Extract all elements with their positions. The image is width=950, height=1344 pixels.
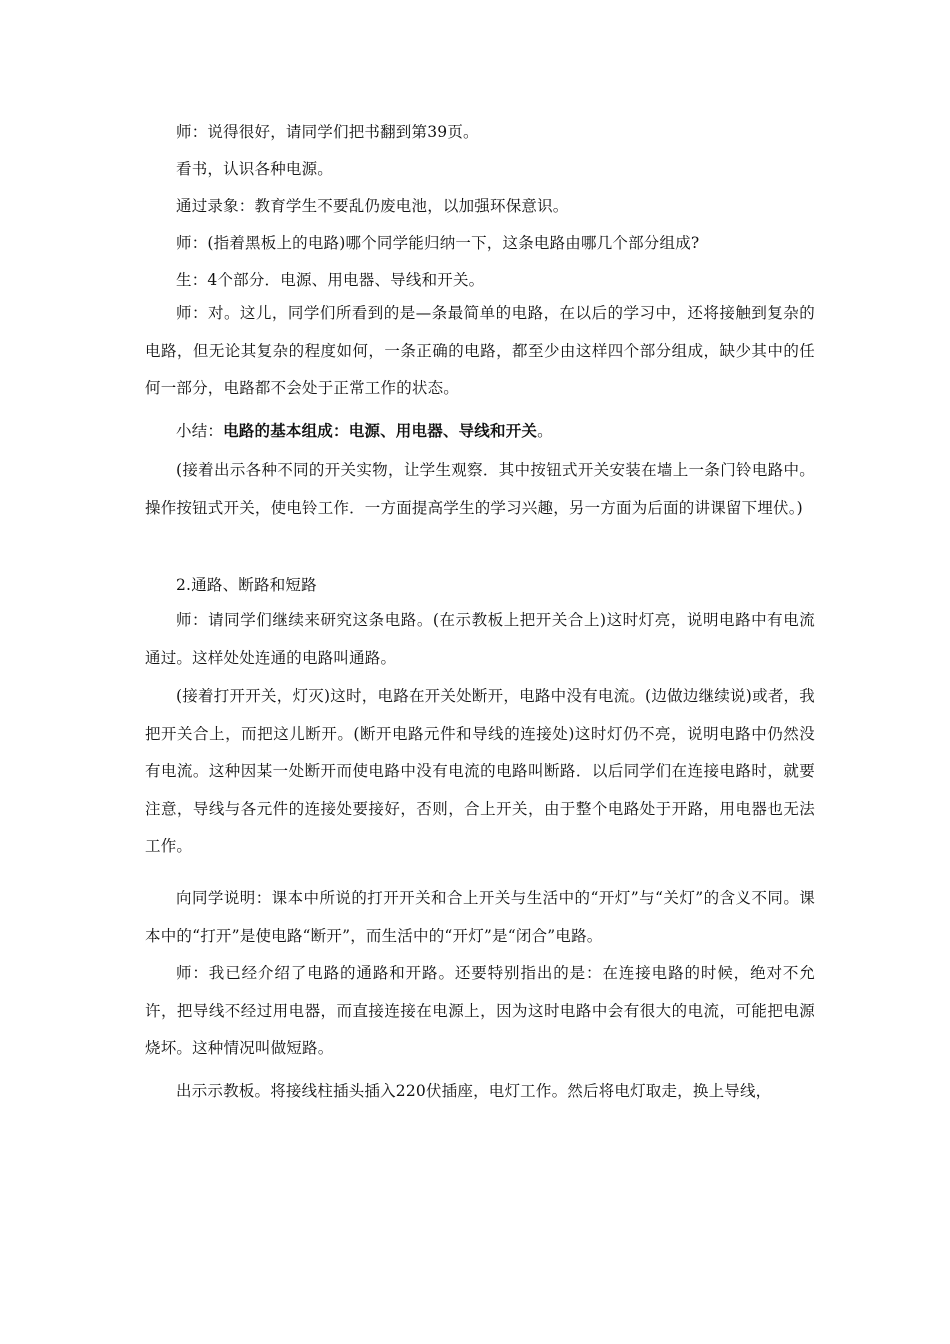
paragraph-summary [145, 412, 815, 451]
paragraph-3: 通过录象：教育学生不要乱仍废电池，以加强环保意识。 [176, 197, 569, 215]
section-heading: 2.通路、断路和短路 [176, 576, 317, 594]
paragraph-10: 师：请同学们继续来研究这条电路。(在示教板上把开关合上)这时灯亮，说明电路中有电流通过。这样处处连通的电路叫通路。 [145, 611, 815, 667]
paragraph-12: 向同学说明：课本中所说的打开开关和合上开关与生活中的“开灯”与“关灯”的含义不同。课本中的“打开”是使电路“断开”，而生活中的“开灯”是“闭合”电路。 [145, 889, 815, 945]
paragraph-11: (接着打开开关，灯灭)这时，电路在开关处断开，电路中没有电流。(边做边继续说)或者，我把开关合上，而把这儿断开。(断开电路元件和导线的连接处)这时灯仍不亮，说明电路中仍然没有电流。这种因某一处断开而使电路中没有电流的电路叫断路．以后同学们在连接电路时，就要注意，导线与各元件的连接处要接好，否则，合上开关，由于整个电路处于开路，用电器也无法工作。 [145, 687, 815, 855]
paragraph-8: (接着出示各种不同的开关实物，让学生观察．其中按钮式开关安装在墙上一条门铃电路中。操作按钮式开关，使电铃工作．一方面提高学生的学习兴趣，另一方面为后面的讲课留下埋伏。) [145, 461, 815, 517]
paragraph-4: 师：(指着黑板上的电路)哪个同学能归纳一下，这条电路由哪几个部分组成? [176, 234, 700, 252]
paragraph-6: 师：对。这儿，同学们所看到的是—条最简单的电路，在以后的学习中，还将接触到复杂的电路，但无论其复杂的程度如何，一条正确的电路，都至少由这样四个部分组成，缺少其中的任何一部分，电路都不会处于正常工作的状态。 [145, 304, 815, 397]
paragraph-1: 师：说得很好，请同学们把书翻到第39页。 [176, 123, 479, 141]
paragraph-5: 生：4个部分．电源、用电器、导线和开关。 [176, 271, 485, 289]
summary-end: 。 [537, 422, 553, 440]
paragraph-13: 师：我已经介绍了电路的通路和开路。还要特别指出的是：在连接电路的时候，绝对不允许，把导线不经过用电器，而直接连接在电源上，因为这时电路中会有很大的电流，可能把电源烧坏。这种情况叫做短路。 [145, 964, 815, 1057]
summary-label: 小结： [176, 422, 224, 440]
summary-bold-text: 电路的基本组成：电源、用电器、导线和开关 [223, 421, 538, 440]
paragraph-14: 出示示教板。将接线柱插头插入220伏插座，电灯工作。然后将电灯取走，换上导线， [176, 1082, 772, 1100]
paragraph-2: 看书，认识各种电源。 [176, 160, 334, 178]
